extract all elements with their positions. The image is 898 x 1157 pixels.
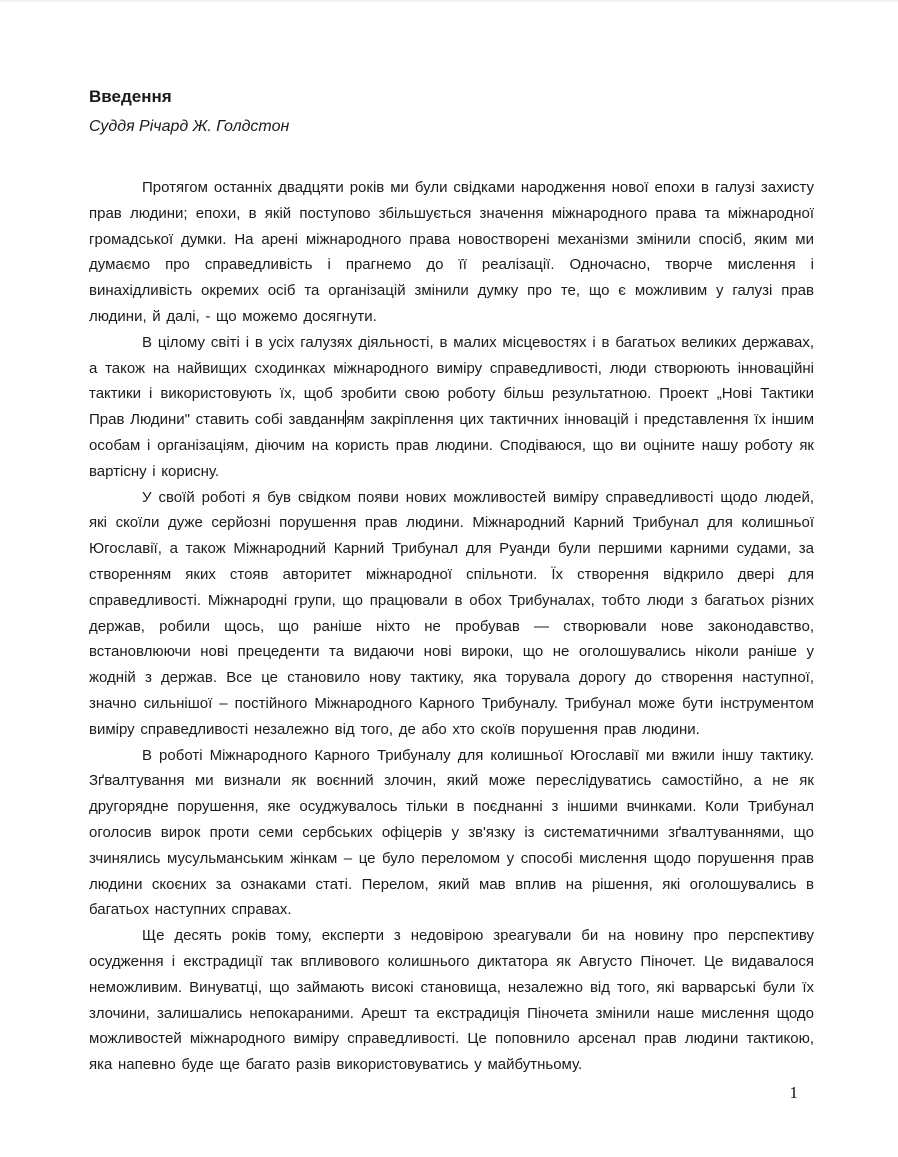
- page-top-edge: [0, 0, 898, 2]
- paragraph: В роботі Міжнародного Карного Трибуналу для колишньої Югославії ми вжили іншу тактику. Зґвалтування ми визнали як воєнний злочин, який може переслідуватись самостійно, а не як другорядне порушення, яке осуджувалось тільки в поєднанні з іншими вчинками. Коли Трибунал оголосив вирок проти семи сербських офіцерів у зв'язку із систематичними зґвалтуваннями, що зчинялись мусульманським жінкам – це було переломом у способі мислення щодо порушення прав людини скоєних за ознаками статі. Перелом, який мав вплив на рішення, які оголошувались в багатьох наступних справах.: [89, 746, 814, 919]
- paragraph: Протягом останніх двадцяти років ми були свідками народження нової епохи в галузі захисту прав людини; епохи, в якій поступово збільшується значення міжнародного права та міжнародної громадської думки. На арені міжнародного права новостворені механізми змінили спосіб, яким ми думаємо про справедливість і прагнемо до її реалізації. Одночасно, творче мислення і винахідливість окремих осіб та організацій змінили думку про те, що є можливим у галузі прав людини, й далі, - що можемо досягнути.: [89, 179, 814, 325]
- page-number: 1: [789, 1083, 798, 1102]
- page-content: [89, 86, 814, 1078]
- document-body: [89, 175, 814, 1078]
- text-cursor: [345, 410, 346, 427]
- paragraph: У своїй роботі я був свідком появи нових можливостей виміру справедливості щодо людей, які скоїли дуже серйозні порушення прав людини. Міжнародний Карний Трибунал для колишньої Югославії, а також Міжнародний Карний Трибунал для Руанди були першими карними судами, за створенням яких стояв авторитет міжнародної спільноти. Їх створення відкрило двері для справедливості. Міжнародні групи, що працювали в обох Трибуналах, тобто люди з багатьох різних держав, робили щось, що раніше ніхто не пробував — створювали нове законодавство, встановлюючи нові прецеденти та видаючи нові вироки, що не оголошувались ніколи раніше у жодній з держав. Все це становило нову тактику, яка торувала дорогу до створення наступної, значно сильнішої – постійного Міжнародного Карного Трибуналу. Трибунал може бути інструментом виміру справедливості незалежно від того, де або хто скоїв порушення прав людини.: [89, 488, 814, 738]
- author-byline: Суддя Річард Ж. Голдстон: [89, 118, 290, 135]
- paragraph: Ще десять років тому, експерти з недовірою зреагували би на новину про перспективу осудження і екстрадиції так впливового колишнього диктатора як Августо Піночет. Це видавалося неможливим. Винуватці, що займають високі становища, незалежно від того, які варварські були їх злочини, залишались непокараними. Арешт та екстрадиція Піночета змінили наше мислення щодо можливостей міжнародного виміру справедливості. Це поповнило арсенал прав людини тактикою, яка напевно буде ще багато разів використовуватись у майбутньому.: [89, 927, 814, 1074]
- paragraph: В цілому світі і в усіх галузях діяльності, в малих місцевостях і в багатьох великих державах, а також на найвищих сходинках міжнародного виміру справедливості, люди створюють інноваційні тактики і використовують їх, щоб зробити свою роботу більш результатною. Проект „Нові Тактики Прав Людини" ставить собі завданням закріплення цих тактичних інновацій і представлення їх іншим особам і організаціям, діючим на користь прав людини. Сподіваюся, що ви оціните нашу роботу як вартісну і корисну.: [89, 333, 815, 480]
- document-title: Введення: [89, 87, 172, 106]
